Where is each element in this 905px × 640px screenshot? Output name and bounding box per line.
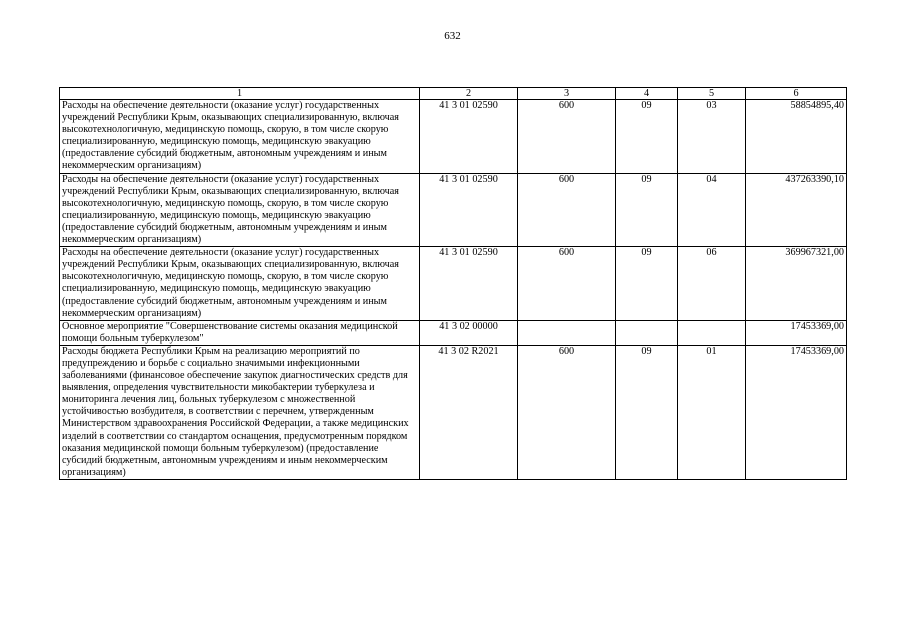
table-row	[60, 247, 847, 321]
table-row	[60, 345, 847, 479]
row-col5: 03	[678, 100, 746, 174]
row-code: 41 3 01 02590	[420, 173, 518, 247]
column-header: 1	[60, 88, 420, 100]
row-col4: 09	[616, 173, 678, 247]
row-col4: 09	[616, 100, 678, 174]
row-col5	[678, 320, 746, 345]
row-description: Расходы на обеспечение деятельности (оказание услуг) государственных учреждений Республики Крым, оказывающих специализированную, включая высокотехнологичную, медицинскую помощь, скорую, в том числе скорую специализированную, медицинскую помощь, медицинскую эвакуацию (предоставление субсидий бюджетным, автономным учреждениям и иным некоммерческим организациям)	[60, 247, 420, 321]
row-code: 41 3 01 02590	[420, 100, 518, 174]
column-header: 3	[518, 88, 616, 100]
row-col4: 09	[616, 247, 678, 321]
row-amount: 17453369,00	[746, 320, 847, 345]
row-code: 41 3 02 R2021	[420, 345, 518, 479]
row-description: Основное мероприятие "Совершенствование системы оказания медицинской помощи больным туберкулезом"	[60, 320, 420, 345]
column-header: 2	[420, 88, 518, 100]
column-header: 5	[678, 88, 746, 100]
row-amount: 58854895,40	[746, 100, 847, 174]
budget-table	[59, 87, 847, 480]
table-row	[60, 100, 847, 174]
row-description: Расходы бюджета Республики Крым на реализацию мероприятий по предупреждению и борьбе с социально значимыми инфекционными заболеваниями (финансовое обеспечение закупок диагностических средств для выявления, определения чувствительности микобактерии туберкулеза и мониторинга лечения лиц, больных туберкулезом с множественной устойчивостью возбудителя, в соответствии с перечнем, утвержденным Министерством здравоохранения Российской Федерации, а также медицинских изделий в соответствии со стандартом оснащения, предусмотренным порядком оказания медицинской помощи больным туберкулезом) (предоставление субсидий бюджетным, автономным учреждениям и иным некоммерческим организациям)	[60, 345, 420, 479]
row-amount: 369967321,00	[746, 247, 847, 321]
row-description: Расходы на обеспечение деятельности (оказание услуг) государственных учреждений Республики Крым, оказывающих специализированную, включая высокотехнологичную, медицинскую помощь, скорую, в том числе скорую специализированную, медицинскую помощь, медицинскую эвакуацию (предоставление субсидий бюджетным, автономным учреждениям и иным некоммерческим организациям)	[60, 173, 420, 247]
row-col3: 600	[518, 173, 616, 247]
row-amount: 437263390,10	[746, 173, 847, 247]
row-col5: 01	[678, 345, 746, 479]
table-header-row	[60, 88, 847, 100]
row-col3	[518, 320, 616, 345]
table-row	[60, 320, 847, 345]
table-row	[60, 173, 847, 247]
row-col4	[616, 320, 678, 345]
row-col4: 09	[616, 345, 678, 479]
row-code: 41 3 01 02590	[420, 247, 518, 321]
page-number: 632	[444, 30, 461, 42]
row-description: Расходы на обеспечение деятельности (оказание услуг) государственных учреждений Республики Крым, оказывающих специализированную, включая высокотехнологичную, медицинскую помощь, скорую, в том числе скорую специализированную, медицинскую помощь, медицинскую эвакуацию (предоставление субсидий бюджетным, автономным учреждениям и иным некоммерческим организациям)	[60, 100, 420, 174]
row-amount: 17453369,00	[746, 345, 847, 479]
column-header: 6	[746, 88, 847, 100]
column-header: 4	[616, 88, 678, 100]
row-col5: 06	[678, 247, 746, 321]
row-code: 41 3 02 00000	[420, 320, 518, 345]
row-col3: 600	[518, 247, 616, 321]
row-col3: 600	[518, 345, 616, 479]
row-col3: 600	[518, 100, 616, 174]
row-col5: 04	[678, 173, 746, 247]
